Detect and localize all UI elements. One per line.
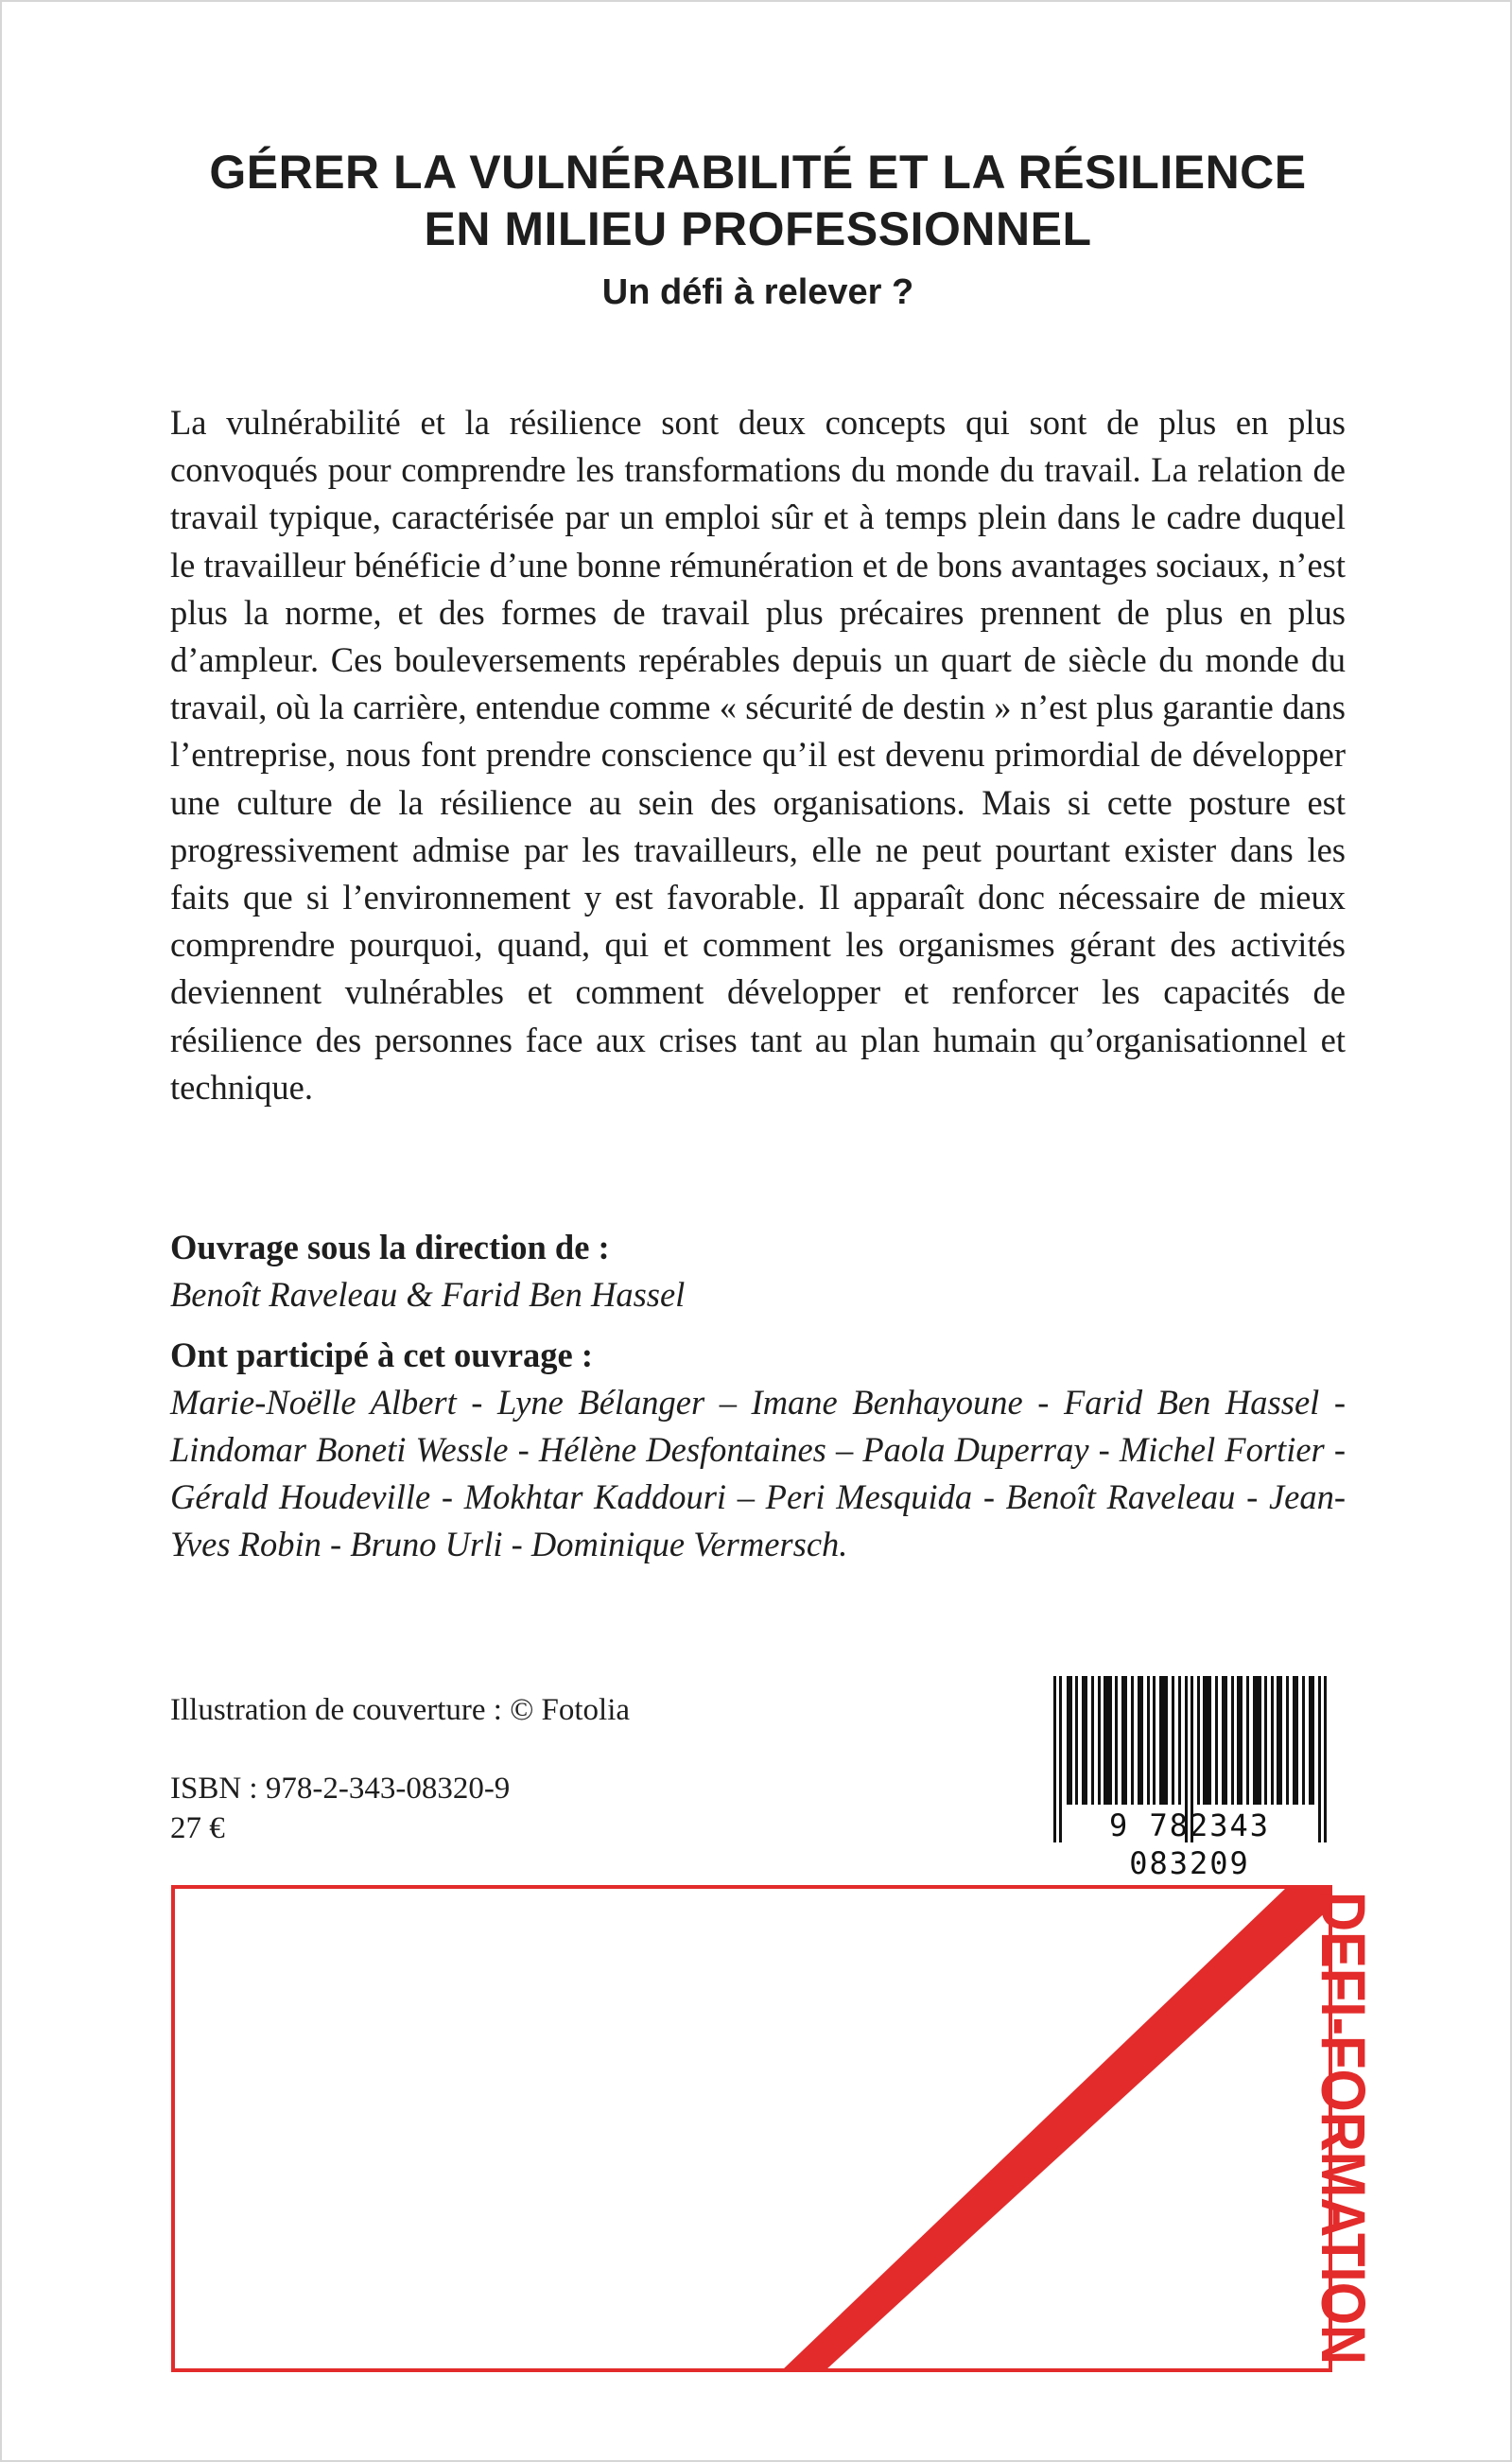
illustration-credit: Illustration de couverture : © Fotolia [170,1693,631,1727]
book-subtitle: Un défi à relever ? [601,272,914,312]
contributors-names: Marie-Noëlle Albert - Lyne Bélanger – Imane Benhayoune - Farid Ben Hassel - Lindomar Boneti Wessle - Hélène Desfontaines – Paola Duperray - Michel Fortier - Gérald Houdeville - Mokhtar Kaddouri – Peri Mesquida - Benoît Raveleau - Jean-Yves Robin - Bruno Urli - Dominique Vermersch. [170,1383,1346,1563]
book-title-line-1: GÉRER LA VULNÉRABILITÉ ET LA RÉSILIENCE [209,146,1307,199]
series-red-frame [171,1885,1332,2372]
credits-section [170,1224,1346,1568]
direction-heading: Ouvrage sous la direction de : [170,1228,610,1266]
price: 27 € [170,1811,225,1845]
isbn-block [170,1769,510,1848]
isbn-number: ISBN : 978-2-343-08320-9 [170,1772,511,1806]
book-title-line-2: EN MILIEU PROFESSIONNEL [424,202,1092,255]
book-summary: La vulnérabilité et la résilience sont deux concepts qui sont de plus en plus convoqués pour comprendre les transformations du monde du travail. La relation de travail typique, caractérisée par un emploi sûr et à temps plein dans le cadre duquel le travailleur bénéficie d’une bonne rémunération et de bons avantages sociaux, n’est plus la norme, et des formes de travail plus précaires prennent de plus en plus d’ampleur. Ces bouleversements repérables depuis un quart de siècle du monde du travail, où la carrière, entendue comme « sécurité de destin » n’est plus garantie dans l’entreprise, nous font prendre conscience qu’il est devenu primordial de développer une culture de la résilience au sein des organisations. Mais si cette posture est progressivement admise par les travailleurs, elle ne peut pourtant exister dans les faits que si l’environnement y est favorable. Il apparaît donc nécessaire de mieux comprendre pourquoi, quand, qui et comment les organismes gérant des activités deviennent vulnérables et comment développer et renforcer les capacités de résilience des personnes face aux crises tant au plan humain qu’organisationnel et technique. [170,403,1346,1107]
directors-names: Benoît Raveleau & Farid Ben Hassel [170,1275,686,1314]
barcode-digits: 9 782343 083209 [1108,1807,1271,1881]
contributors-heading: Ont participé à cet ouvrage : [170,1336,594,1374]
series-label [1309,1890,1430,2429]
series-name: DEFI-FORMATION [1309,1892,1379,2429]
title-block [115,144,1400,316]
red-diagonal-stripe [782,1887,1330,2370]
red-frame-border [173,1887,1330,2370]
